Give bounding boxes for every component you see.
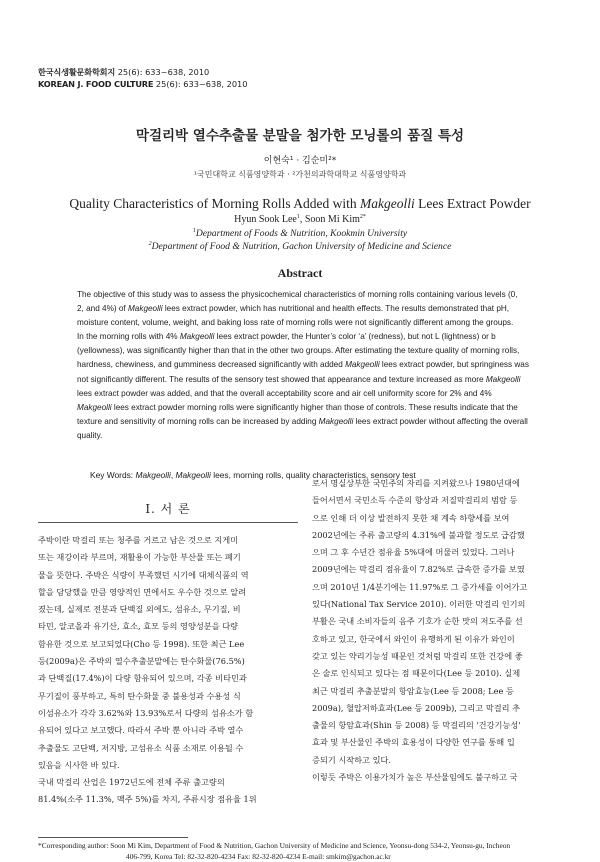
right-column-line: 으로 인해 더 이상 발전하지 못한 채 계속 하향세를 보여: [312, 512, 510, 523]
body-column-right: [312, 475, 582, 786]
section-title-rule: [38, 522, 298, 523]
right-column-line: 으며 그 후 수년간 점유율 5%대에 머물러 있었다. 그러나: [312, 547, 515, 558]
author-2-sup: 2*: [359, 214, 366, 220]
author-1-name: Hyun Sook Lee: [234, 214, 297, 225]
abstract-line: In the morning rolls with 4% Makgeolli lees extract powder, the Hunter’s color ‘a’ (redness), but not L (lightness) or b: [77, 332, 496, 342]
author-separator: ,: [299, 214, 305, 225]
left-column-line: 타민, 알코올과 유기산, 효소, 효모 등의 영양성분을 다량: [38, 621, 239, 632]
title-english-part2: Lees Extract Powder: [414, 196, 531, 211]
left-column-line: 추출물도 고단백, 저지방, 고섬유소 식품 소재로 이용될 수: [38, 742, 244, 753]
keywords: Key Words: Makgeolli, Makgeolli lees, morning rolls, quality characteristics, sensory test: [90, 470, 416, 480]
left-column-line: 졌는데, 실제로 전분과 단백질 외에도, 섬유소, 무기질, 비: [38, 604, 241, 615]
journal-ref-english: 25(6): 633~638, 2010: [155, 79, 248, 89]
left-column-line: 함유한 것으로 보고되었다(Cho 등 1998). 또한 최근 Lee: [38, 638, 245, 649]
abstract-line: quality.: [77, 430, 103, 440]
right-column-line: 효과 및 부산물인 주박의 효용성이 다양한 연구를 통해 입: [312, 737, 515, 748]
right-column-line: 갖고 있는 약리기능성 때문인 것처럼 막걸리 또한 건강에 좋: [312, 650, 523, 661]
abstract-body: [77, 288, 529, 443]
author-1-sup: 1: [296, 214, 300, 220]
journal-name-english: KOREAN J. FOOD CULTURE: [38, 79, 154, 89]
left-column-line: 유되어 있다고 보고했다. 따라서 주박 뿐 아니라 주박 열수: [38, 725, 244, 736]
right-column-line: 호하고 있고, 한국에서 와인이 유행하게 된 이유가 와인이: [312, 633, 515, 644]
abstract-line: not significantly different. The results of the sensory test showed that appearance and texture increased as more Makgeolli: [77, 374, 521, 384]
title-english-part1: Quality Characteristics of Morning Rolls Added with: [69, 196, 360, 211]
journal-name-korean: 한국식생활문화학회지: [38, 67, 116, 77]
left-column-line: 이섬유소가 각각 3.62%와 13.93%로서 다량의 섬유소가 함: [38, 707, 254, 718]
right-column-line: 2009년에는 막걸리 점유율이 7.82%로 급속한 증가를 보였: [312, 564, 525, 575]
right-column-line: 최근 막걸리 추출분말의 항암효능(Lee 등 2008; Lee 등: [312, 685, 514, 696]
right-column-line: 으며 2010년 1/4분기에는 11.97%로 그 증가세를 이어가고: [312, 581, 528, 592]
abstract-line: moisture content, volume, weight, and baking loss rate of morning rolls were not significantly different among the groups.: [77, 318, 514, 328]
affiliation-2-text: Department of Food & Nutrition, Gachon University of Medicine and Science: [151, 241, 452, 252]
journal-ref-korean: 25(6): 633~638, 2010: [117, 67, 210, 77]
affiliation-1-sup: 1: [192, 228, 196, 234]
footnote-line-1: *Corresponding author: Soon Mi Kim, Department of Food & Nutrition, Gachon University of Medicine and Science, Yeonsu-dong 534-2, Yeonsu-gu, Incheon: [38, 841, 511, 850]
left-column-line: 주박이란 막걸리 또는 청주를 거르고 남은 것으로 지게미: [38, 535, 239, 545]
left-column-line: 할을 담당했을 만큼 영양적인 면에서도 우수한 것으로 알려: [38, 586, 247, 597]
journal-line-korean: [38, 66, 247, 78]
title-korean: 막걸리박 열수추출물 분말을 첨가한 모닝롤의 품질 특성: [135, 128, 465, 144]
right-column-line: 출물의 항암효과(Shin 등 2008) 등 막걸리의 '건강기능성': [312, 720, 521, 731]
abstract-line: 2, and 4%) of Makgeolli lees extract powder, which has nutritional and health effects. The results demonstrated that pH,: [77, 304, 510, 314]
journal-header: [38, 66, 247, 90]
footnote-line-2: 406-799, Korea Tel: 82-32-820-4234 Fax: 82-32-820-4234 E-mail: smkim@gachon.ac.kr: [126, 852, 391, 861]
right-column-line: 증되기 시작하고 있다.: [312, 754, 391, 765]
left-column-line: 물을 뜻한다. 주박은 식량이 부족했던 시기에 대체식품의 역: [38, 569, 249, 580]
abstract-heading: Abstract: [277, 266, 323, 280]
right-column-line: 2002년에는 주류 출고량의 4.31%에 불과할 정도로 급감했: [312, 529, 525, 540]
left-column-line: 국내 막걸리 산업은 1972년도에 전체 주류 출고량의: [38, 777, 225, 788]
affiliations-korean: ¹국민대학교 식품영양학과 · ²가천의과학대학교 식품영양학과: [193, 170, 407, 179]
right-column-line: 은 술로 인식되고 있다는 점 때문이다(Lee 등 2010). 실제: [312, 668, 521, 679]
abstract-line: hardness, chewiness, and gumminess decreased significantly with added Makgeolli lees extract powder, but springiness was: [77, 360, 529, 370]
authors-english: [0, 214, 600, 225]
right-column-line: 로서 명실상부한 국민주의 자리를 지켜왔으나 1980년대에: [312, 478, 520, 488]
abstract-line: texture and sensitivity of morning rolls can be increased by adding Makgeolli lees extract powder without affecting the overall: [77, 416, 528, 426]
right-column-line: 2009a), 혈압저하효과(Lee 등 2009b), 그리고 막걸리 추: [312, 702, 521, 713]
title-english-italic: Makgeolli: [360, 196, 415, 211]
left-column-line: 있음을 시사한 바 있다.: [38, 759, 120, 770]
title-english: [0, 196, 600, 212]
left-column-line: 등(2009a)은 주박의 열수추출분말에는 탄수화물(76.5%): [38, 656, 245, 667]
abstract-line: The objective of this study was to assess the physicochemical characteristics of morning rolls containing various levels (0,: [77, 290, 518, 299]
left-column-line: 과 단백질(17.4%)이 다량 함유되어 있으며, 각종 비타민과: [38, 673, 247, 684]
abstract-line: Makgeolli lees extract powder morning rolls were significantly higher than those of controls. These results indicate that the: [77, 402, 518, 412]
affiliation-2-sup: 2: [148, 241, 152, 247]
right-column-line: 들어서면서 국민소득 수준의 향상과 저질막걸리의 범람 등: [312, 495, 518, 506]
right-column-line: 이렇듯 주박은 이용가치가 높은 부산물임에도 불구하고 국: [312, 772, 518, 783]
left-column-line: 81.4%(소주 11.3%, 맥주 5%)를 차지, 주류시장 점유율 1위: [38, 794, 257, 805]
authors-korean: 이현숙¹ · 김순미²*: [263, 156, 337, 166]
affiliation-english-1: [0, 228, 600, 239]
affiliation-1-text: Department of Foods & Nutrition, Kookmin University: [195, 228, 408, 239]
body-column-left: [38, 532, 306, 809]
right-column-line: 있다(National Tax Service 2010). 이러한 막걸리 인기의: [312, 599, 526, 610]
abstract-line: (yellowness), was significantly higher than that in the other two groups. After estimating the texture quality of morning rolls,: [77, 346, 520, 356]
abstract-line: lees extract powder was added, and that the overall acceptability score and air cell uniformity score for 2% and 4%: [77, 388, 492, 398]
author-2-name: Soon Mi Kim: [304, 214, 360, 225]
footnote: [38, 840, 578, 862]
affiliation-english-2: [0, 241, 600, 252]
footnote-rule: [38, 837, 188, 838]
left-column-line: 또는 재강이라 부르며, 재활용이 가능한 부산물 또는 폐기: [38, 552, 241, 563]
left-column-line: 무기질이 풍부하고, 특히 탄수화물 중 불용성과 수용성 식: [38, 690, 241, 701]
journal-line-english: [38, 78, 247, 90]
section-title-introduction: I. 서 론: [145, 502, 191, 516]
right-column-line: 부활은 국내 소비자들의 음주 기호가 순한 맛의 저도주를 선: [312, 616, 523, 627]
